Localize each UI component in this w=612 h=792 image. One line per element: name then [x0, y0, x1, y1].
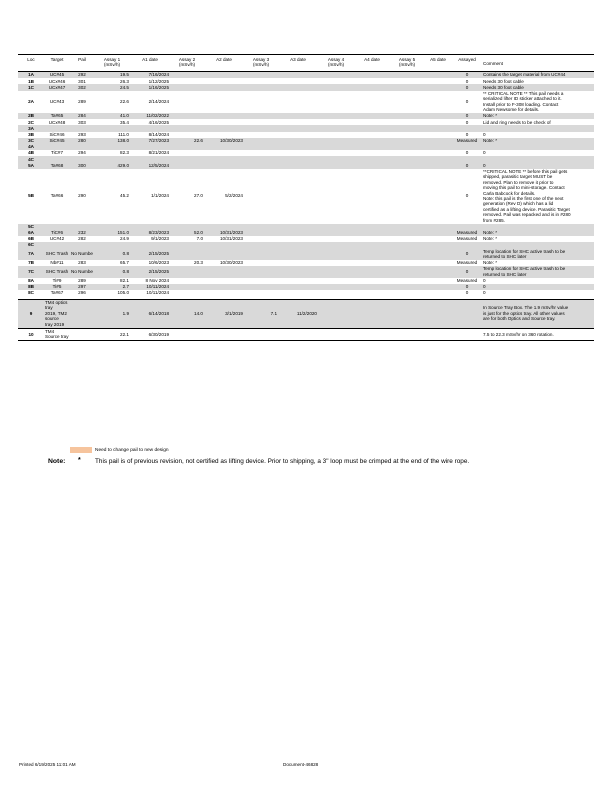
- cell-comment: Note: *: [483, 236, 498, 242]
- cell-loc: 5C: [18, 224, 44, 230]
- cell-a1date: 10/11/2024: [130, 284, 170, 290]
- table-row: [18, 266, 594, 278]
- cell-target: TiC#7: [50, 150, 64, 156]
- cell-assay2: 22.6: [170, 138, 204, 144]
- cell-a1date: 1/12/2025: [148, 78, 169, 84]
- cell-assay5: [390, 299, 424, 328]
- cell-pail: 297: [70, 284, 94, 290]
- cell-assay2: 7.0: [196, 236, 203, 242]
- cell-assayed: Measured: [456, 236, 478, 242]
- footnote: [48, 458, 588, 468]
- legend-swatch: [70, 447, 92, 453]
- col-header-assay3: Assay 3 (mSv/h): [244, 55, 278, 72]
- cell-a1date: 2/15/2025: [130, 248, 170, 260]
- cell-assayed: 0: [465, 290, 469, 296]
- cell-a5date: [424, 299, 452, 328]
- cell-loc: 1B: [28, 78, 34, 84]
- cell-assay5: [390, 91, 424, 113]
- cell-assay4: [318, 91, 354, 113]
- cell-a4date: [354, 299, 390, 328]
- cell-target: SiC#45: [44, 138, 70, 144]
- cell-pail: 280: [70, 138, 94, 144]
- cell-assay1: 22.6: [120, 99, 129, 105]
- cell-a2date: 10/31/2023: [204, 230, 244, 236]
- col-header-a3date: A3 date: [278, 55, 318, 72]
- cell-a1date: 2/14/2024: [148, 99, 169, 105]
- legend: [70, 447, 570, 455]
- cell-assayed: 0: [465, 131, 469, 137]
- cell-comment: 7.5 to 22.3 mSv/hr on 360 rotation.: [482, 328, 594, 341]
- cell-loc: 4B: [28, 150, 34, 156]
- cell-assayed: 0: [465, 193, 469, 199]
- col-header-a2date: A2 date: [204, 55, 244, 72]
- cell-a1date: 1/1/2024: [151, 193, 169, 199]
- cell-comment: Lid and ring needs to be check of: [483, 119, 551, 125]
- cell-assay2: 20.3: [194, 260, 203, 266]
- assay-sheet: [18, 54, 594, 341]
- cell-comment: 0: [483, 290, 486, 296]
- cell-assay1: 26.3: [120, 78, 129, 84]
- cell-comment: Temp location for SHC active trash to be returned to SHC later: [482, 248, 594, 260]
- cell-loc: 8A: [28, 278, 34, 284]
- cell-a1date: 2/15/2025: [130, 266, 170, 278]
- cell-loc: 7A: [18, 248, 44, 260]
- cell-pail: 289: [78, 99, 86, 105]
- cell-assay4: [318, 266, 354, 278]
- cell-a1date: 8/23/2023: [130, 230, 170, 236]
- cell-target: UC#45: [44, 72, 70, 79]
- cell-assay1: 138.0: [94, 138, 130, 144]
- col-header-assay2: Assay 2 (mSv/h): [170, 55, 204, 72]
- cell-assay1: 0.8: [94, 248, 130, 260]
- cell-a4date: [354, 91, 390, 113]
- footnote-text: This pail is of previous revision, not certified as lifting device. Prior to shipping, a 3" loop must be crimped at the end of the wire rope.: [95, 458, 470, 465]
- cell-a2date: 10/30/2023: [220, 260, 243, 266]
- cell-assayed: Measured: [456, 260, 478, 266]
- table-row: [18, 91, 594, 113]
- cell-loc: 8B: [18, 284, 44, 290]
- cell-a5date: [424, 248, 452, 260]
- cell-assay1: 41.0: [94, 113, 130, 119]
- cell-a2date: [204, 328, 244, 341]
- cell-target: Nb#11: [50, 260, 64, 266]
- cell-assay4: [318, 169, 354, 224]
- cell-comment: Needs 30 foot cable: [482, 84, 594, 90]
- cell-assayed: 0: [452, 266, 482, 278]
- cell-comment: 0: [482, 162, 594, 168]
- cell-a1date: 8/21/2024: [148, 150, 169, 156]
- cell-a1date: 4/16/2025: [148, 119, 169, 125]
- cell-assay2: [170, 248, 204, 260]
- cell-a1date: 10/6/2023: [148, 260, 169, 266]
- header-row: [18, 55, 594, 72]
- cell-loc: 6C: [18, 242, 44, 248]
- cell-pail: 294: [78, 150, 86, 156]
- cell-assayed: Measured: [452, 230, 482, 236]
- col-header-a5date: A5 date: [424, 55, 452, 72]
- cell-a1date: 9/1/2023: [151, 236, 169, 242]
- cell-a4date: [354, 266, 390, 278]
- cell-a1date: 11/02/2022: [130, 113, 170, 119]
- cell-assay1: 82.1: [120, 278, 129, 284]
- cell-assay1: 35.4: [120, 119, 129, 125]
- cell-loc: 1A: [18, 72, 44, 79]
- cell-assay2: [170, 328, 204, 341]
- cell-assay1: 65.7: [120, 260, 129, 266]
- cell-a2date: 3/1/2019: [204, 299, 244, 328]
- cell-assayed: 0: [452, 84, 482, 90]
- cell-loc: 6A: [18, 230, 44, 236]
- cell-target: TM4 Source tray: [45, 328, 69, 340]
- cell-assay4: [318, 328, 354, 341]
- cell-assay5: [390, 266, 424, 278]
- cell-pail: 293: [78, 131, 86, 137]
- cell-loc: 4C: [18, 156, 44, 162]
- cell-assayed: 0: [452, 72, 482, 79]
- cell-a1date: 6/14/2018: [130, 299, 170, 328]
- footnote-marker: *: [78, 457, 81, 464]
- cell-a5date: [424, 91, 452, 113]
- cell-a4date: [354, 72, 390, 79]
- cell-assay4: [318, 299, 354, 328]
- cell-assay2: [170, 91, 204, 113]
- col-header-assay5: Assay 5 (mSv/h): [390, 55, 424, 72]
- cell-assay2: [170, 72, 204, 79]
- cell-assayed: 0: [465, 99, 469, 105]
- cell-target: UCx#48: [48, 119, 66, 125]
- cell-a5date: [424, 328, 452, 341]
- cell-assay3: [244, 266, 278, 278]
- cell-assay2: 27.0: [194, 193, 203, 199]
- cell-assay2: [170, 266, 204, 278]
- cell-assay5: [390, 169, 424, 224]
- cell-comment: 0: [483, 278, 486, 284]
- cell-a2date: [204, 72, 244, 79]
- cell-target: SiC#46: [49, 131, 65, 137]
- cell-comment: In Source Tray Box. The 1.9 mSv/hr value is just for the optics tray. All other values are for both Optics and Source tray.: [482, 299, 594, 328]
- cell-assay1: 111.0: [118, 131, 129, 137]
- cell-loc: 10: [18, 328, 44, 341]
- cell-assay1: 2.7: [94, 284, 130, 290]
- cell-assayed: 0: [452, 248, 482, 260]
- cell-target: Ti#5: [44, 284, 70, 290]
- cell-assay1: 45.2: [120, 193, 129, 199]
- cell-loc: 6B: [28, 236, 34, 242]
- cell-pail: 301: [78, 78, 86, 84]
- cell-a3date: [278, 266, 318, 278]
- cell-a3date: 11/2/2020: [278, 299, 318, 328]
- cell-target: SHC Trash: [44, 248, 70, 260]
- cell-assayed: Measured: [452, 138, 482, 144]
- cell-a4date: [354, 328, 390, 341]
- cell-assayed: [452, 299, 482, 328]
- cell-loc: 5A: [18, 162, 44, 168]
- cell-a4date: [354, 169, 390, 224]
- cell-loc: 7B: [28, 260, 34, 266]
- cell-pail: 232: [70, 230, 94, 236]
- tm-row: [18, 328, 594, 341]
- cell-assay2: 52.0: [170, 230, 204, 236]
- cell-loc: 8C: [28, 290, 34, 296]
- cell-loc: 3A: [18, 125, 44, 131]
- cell-comment: Temp location for SHC active trash to be returned to SHC later: [482, 266, 594, 278]
- cell-assay1: 24.5: [94, 84, 130, 90]
- cell-pail: 290: [78, 193, 86, 199]
- cell-target: Ti#9: [52, 278, 62, 284]
- cell-target: UCx#46: [48, 78, 66, 84]
- cell-pail: 303: [78, 119, 86, 125]
- cell-a1date: 8/14/2024: [148, 131, 169, 137]
- cell-a1date: 8 Nov 2024: [145, 278, 169, 284]
- cell-a5date: [424, 72, 452, 79]
- cell-a1date: 6/30/2019: [130, 328, 170, 341]
- cell-a3date: [278, 169, 318, 224]
- cell-target: Ta#68: [44, 162, 70, 168]
- cell-comment: Note: *: [482, 138, 594, 144]
- cell-assayed: 0: [452, 284, 482, 290]
- cell-assay1: 1.9: [94, 299, 130, 328]
- cell-a4date: [354, 248, 390, 260]
- cell-target: Ta#65: [44, 113, 70, 119]
- cell-target: UC#42: [49, 236, 65, 242]
- cell-assayed: [452, 328, 482, 341]
- cell-pail: 282: [78, 236, 86, 242]
- cell-loc: 4A: [18, 144, 44, 150]
- footnote-label: Note:: [48, 458, 66, 465]
- col-header-assayed: Assayed: [452, 55, 482, 72]
- cell-loc: 3B: [28, 131, 34, 137]
- cell-a5date: [424, 266, 452, 278]
- cell-assay3: [244, 72, 278, 79]
- cell-assay5: [390, 72, 424, 79]
- cell-assay1: 82.3: [120, 150, 129, 156]
- cell-comment: 0: [482, 284, 594, 290]
- col-header-pail: Pail: [70, 55, 94, 72]
- col-header-assay1: Assay 1 (mSv/h): [94, 55, 130, 72]
- col-header-a1date: A1 date: [130, 55, 170, 72]
- cell-assay1: 19.5: [94, 72, 130, 79]
- cell-loc: 2A: [28, 99, 34, 105]
- cell-assay1: 24.9: [120, 236, 129, 242]
- table-row: [18, 248, 594, 260]
- cell-a2date: 5/2/2024: [225, 193, 243, 199]
- cell-loc: 2C: [28, 119, 34, 125]
- cell-assay1: 0.8: [94, 266, 130, 278]
- cell-target: TM4 optics tray 2019, TM2 source tray 2019: [44, 299, 70, 328]
- table-row: [18, 72, 594, 79]
- cell-comment: Note: *: [482, 113, 594, 119]
- cell-assayed: Measured: [456, 278, 478, 284]
- cell-assay3: [244, 169, 278, 224]
- cell-assay1: 22.1: [94, 328, 130, 341]
- cell-a3date: [278, 248, 318, 260]
- cell-a3date: [278, 328, 318, 341]
- cell-a2date: [204, 91, 244, 113]
- cell-loc: 5B: [28, 193, 34, 199]
- cell-pail: [70, 299, 94, 328]
- cell-assay5: [390, 248, 424, 260]
- cell-pail: 296: [78, 290, 86, 296]
- cell-a1date: 7/27/2023: [130, 138, 170, 144]
- cell-assay2: 14.0: [170, 299, 204, 328]
- table-row: [18, 169, 594, 224]
- col-header-target: Target: [44, 55, 70, 72]
- cell-a2date: [204, 248, 244, 260]
- cell-assay1: 105.0: [117, 290, 129, 296]
- cell-assay5: [390, 328, 424, 341]
- cell-assay3: 7.1: [244, 299, 278, 328]
- cell-assayed: 0: [465, 78, 469, 84]
- cell-comment: Note: *: [482, 230, 594, 236]
- cell-pail: [70, 328, 94, 341]
- tm-row: [18, 299, 594, 328]
- cell-a1date: 10/11/2024: [146, 290, 169, 296]
- cell-pail: 300: [70, 162, 94, 168]
- cell-pail: 284: [70, 113, 94, 119]
- cell-assayed: 0: [452, 113, 482, 119]
- cell-loc: 9: [18, 299, 44, 328]
- cell-a1date: 12/5/2024: [130, 162, 170, 168]
- legend-text: Need to change pail to new design: [95, 447, 169, 453]
- cell-target: TiC#6: [44, 230, 70, 236]
- cell-assay4: [318, 248, 354, 260]
- cell-assayed: 0: [465, 119, 469, 125]
- cell-a3date: [278, 72, 318, 79]
- col-header-loc: Loc: [18, 55, 44, 72]
- cell-assayed: 0: [452, 162, 482, 168]
- cell-a2date: 10/31/2023: [220, 236, 243, 242]
- col-header-comment: Comment: [482, 55, 594, 72]
- cell-a1date: 1/16/2025: [130, 84, 170, 90]
- cell-pail: 292: [70, 72, 94, 79]
- cell-target: SHC Trash: [44, 266, 70, 278]
- cell-comment: **CRITICAL NOTE ** before this pail gets shipped, parasitic target MUST be removed. Plan to remove it prior to moving this pail to mini-storage. Contact Carla Babcock for details. Note: this pail is the first one of the next generation (Rev D) which has a lid certified as a lifting device. Parasitic Target removed. Pail was repacked and is in #280 from #285.: [483, 169, 571, 223]
- cell-comment: Contains the target material from UC#44: [482, 72, 594, 79]
- cell-assay3: [244, 328, 278, 341]
- cell-a3date: [278, 91, 318, 113]
- cell-a2date: 10/30/2023: [204, 138, 244, 144]
- cell-pail: 289: [78, 278, 86, 284]
- cell-comment: Note: *: [483, 260, 498, 266]
- cell-pail: No Numbe: [70, 248, 94, 260]
- cell-assay3: [244, 91, 278, 113]
- cell-assay4: [318, 72, 354, 79]
- cell-assay1: 429.0: [94, 162, 130, 168]
- cell-comment: Needs 30 foot cable: [483, 78, 524, 84]
- cell-assay3: [244, 248, 278, 260]
- cell-loc: 7C: [18, 266, 44, 278]
- cell-loc: 3C: [18, 138, 44, 144]
- cell-a1date: 7/16/2024: [130, 72, 170, 79]
- cell-assay1: 151.0: [94, 230, 130, 236]
- cell-target: Ta#66: [50, 193, 64, 199]
- document-id: Document-46828: [283, 762, 319, 767]
- cell-comment: 0: [483, 150, 486, 156]
- cell-assayed: 0: [465, 150, 469, 156]
- assay-table: [18, 54, 594, 341]
- cell-pail: No Numbe: [70, 266, 94, 278]
- cell-target: UC#43: [49, 99, 65, 105]
- cell-comment: 0: [483, 131, 486, 137]
- cell-target: UCx#47: [44, 84, 70, 90]
- cell-pail: 283: [78, 260, 86, 266]
- col-header-a4date: A4 date: [354, 55, 390, 72]
- col-header-assay4: Assay 4 (mSv/h): [318, 55, 354, 72]
- cell-a5date: [424, 169, 452, 224]
- cell-loc: 1C: [18, 84, 44, 90]
- cell-target: Ta#67: [50, 290, 64, 296]
- cell-loc: 2B: [18, 113, 44, 119]
- printed-timestamp: Printed 6/19/2025 11:01 AM: [19, 762, 76, 767]
- cell-comment: ** CRITICAL NOTE ** This pail needs a serialized lifter ID sticker attached to it. Install prior to F-308 loading. Contact Adam Newsome for details.: [483, 90, 564, 113]
- cell-a2date: [204, 266, 244, 278]
- page-footer: [19, 762, 579, 770]
- cell-pail: 302: [70, 84, 94, 90]
